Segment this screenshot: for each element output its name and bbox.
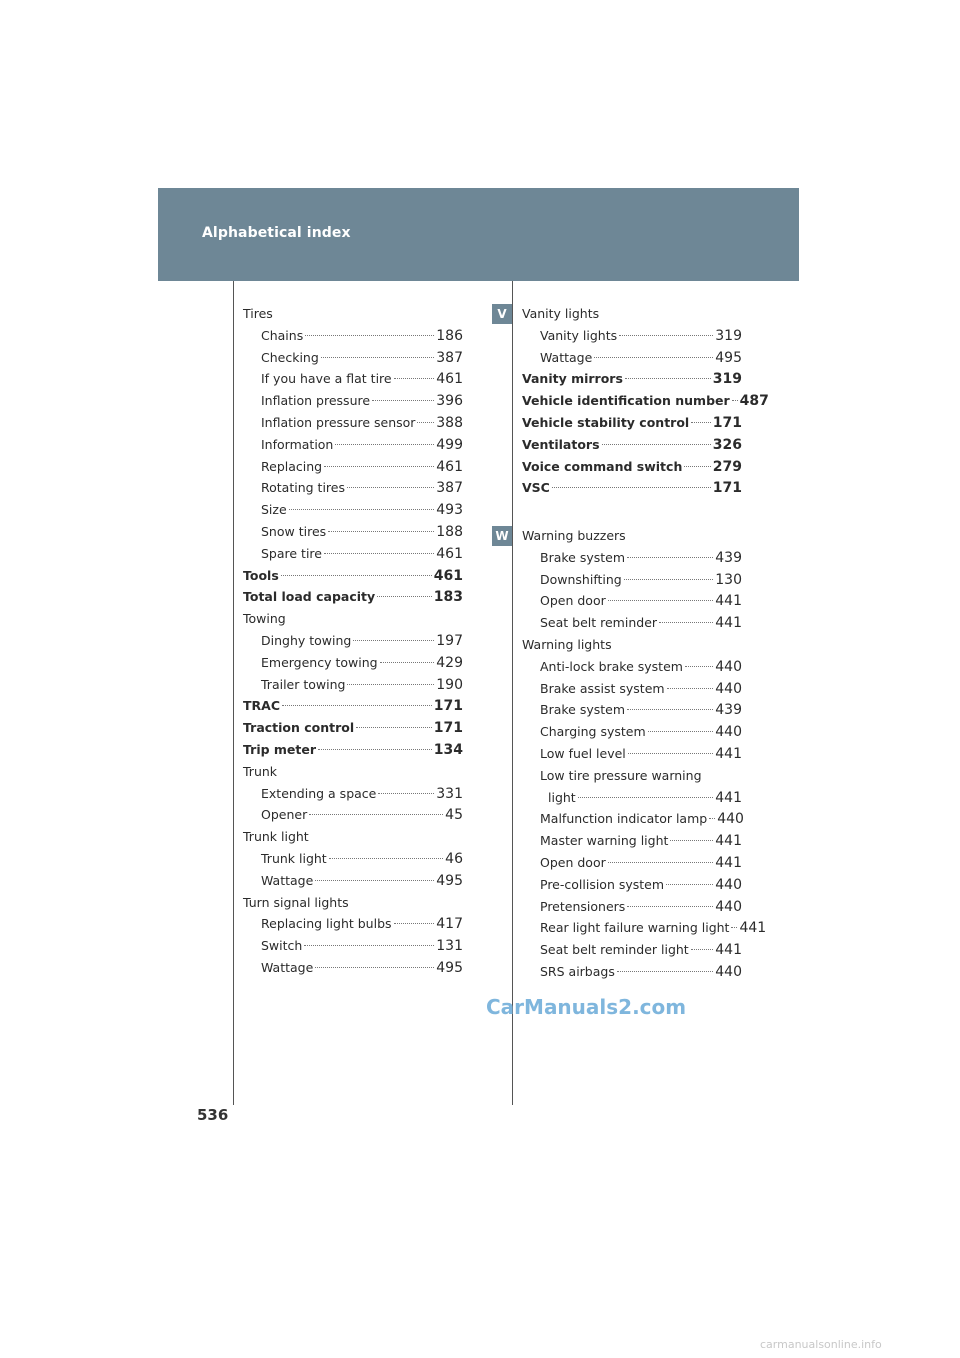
index-entry-label: Size	[261, 502, 287, 518]
leader-dots	[324, 553, 434, 554]
index-entry-page: 319	[712, 371, 742, 388]
index-entry-page: 387	[436, 349, 463, 366]
index-entry-page: 45	[445, 807, 463, 824]
leader-dots	[709, 818, 715, 819]
leader-dots	[627, 906, 713, 907]
index-entry-label: Turn signal lights	[243, 894, 349, 910]
leader-dots	[394, 378, 435, 379]
leader-dots	[378, 793, 434, 794]
index-entry	[243, 456, 463, 478]
leader-dots	[305, 335, 434, 336]
index-entry-label: TRAC	[243, 698, 280, 714]
index-entry-label: Master warning light	[540, 833, 669, 849]
section-letter-w: W	[492, 526, 512, 546]
index-entry	[243, 892, 463, 914]
index-entry-page: 441	[715, 593, 742, 610]
leader-dots	[619, 335, 713, 336]
leader-dots	[602, 444, 711, 445]
index-entry-label: Checking	[261, 349, 319, 365]
index-entry-page: 396	[436, 393, 463, 410]
leader-dots	[627, 557, 713, 558]
index-entry	[522, 525, 742, 547]
index-entry-page: 493	[436, 502, 463, 519]
index-entry	[243, 652, 463, 674]
left-margin-rule	[233, 281, 234, 1105]
index-entry-label: Trunk	[243, 763, 278, 779]
index-entry-label: Vanity lights	[540, 327, 618, 343]
index-entry	[243, 674, 463, 696]
leader-dots	[356, 727, 432, 728]
index-entry	[522, 634, 742, 656]
leader-dots	[281, 575, 432, 576]
index-entry-label: Vanity lights	[522, 306, 600, 321]
index-entry	[243, 935, 463, 957]
leader-dots	[315, 880, 434, 881]
index-entry-label: Vehicle stability control	[522, 414, 690, 430]
column-divider-rule	[512, 281, 513, 1105]
watermark-footer: carmanualsonline.info	[760, 1338, 882, 1351]
index-entry-page: 461	[433, 567, 463, 584]
index-entry-page: 387	[436, 480, 463, 497]
index-entry	[522, 390, 769, 412]
index-entry-label: Opener	[261, 807, 308, 823]
leader-dots	[329, 858, 443, 859]
index-entry-page: 440	[715, 898, 742, 915]
index-entry-page: 441	[715, 854, 742, 871]
index-entry-page: 440	[715, 876, 742, 893]
index-entry	[522, 874, 742, 896]
index-entry-label: SRS airbags	[540, 963, 615, 979]
index-entry-page: 441	[715, 833, 742, 850]
index-entry-page: 499	[436, 436, 463, 453]
index-entry	[522, 612, 742, 634]
index-entry-page: 171	[433, 720, 463, 737]
index-entry-page: 188	[436, 523, 463, 540]
index-entry-page: 183	[433, 589, 463, 606]
index-entry-label: Towing	[243, 611, 286, 627]
leader-dots	[685, 666, 713, 667]
index-entry-label: Inflation pressure sensor	[261, 414, 416, 430]
index-entry-label: Traction control	[243, 720, 355, 736]
index-entry-page: 186	[436, 327, 463, 344]
index-entry	[243, 390, 463, 412]
index-entry-label: Tools	[243, 567, 279, 583]
index-entry	[522, 961, 742, 983]
index-entry-label: Rear light failure warning light	[540, 920, 730, 936]
index-entry-label: Wattage	[261, 872, 314, 888]
leader-dots	[309, 814, 443, 815]
index-entry-page: 440	[715, 680, 742, 697]
index-entry	[243, 565, 463, 587]
index-entry	[243, 717, 463, 739]
index-entry-label: Brake assist system	[540, 680, 665, 696]
leader-dots	[417, 422, 434, 423]
index-entry	[243, 957, 463, 979]
index-entry-page: 439	[715, 549, 742, 566]
index-entry	[243, 521, 463, 543]
leader-dots	[732, 400, 738, 401]
index-entry-label: Information	[261, 436, 334, 452]
index-entry-label: Warning buzzers	[522, 528, 626, 543]
index-entry	[243, 368, 463, 390]
leader-dots	[353, 640, 434, 641]
leader-dots	[667, 688, 714, 689]
index-entry	[243, 347, 463, 369]
index-entry-page: 441	[715, 615, 742, 632]
leader-dots	[315, 967, 434, 968]
index-entry-page: 134	[433, 741, 463, 758]
header-title: Alphabetical index	[202, 225, 351, 241]
index-entry-label: Open door	[540, 854, 606, 870]
index-entry	[522, 456, 742, 478]
index-entry	[243, 325, 463, 347]
leader-dots	[608, 862, 714, 863]
index-entry-page: 461	[436, 458, 463, 475]
index-entry	[522, 477, 742, 499]
index-entry-label: Tires	[243, 306, 273, 321]
index-entry-page: 487	[739, 393, 769, 410]
index-entry-label: Trunk light	[243, 829, 309, 845]
index-entry-label: Charging system	[540, 724, 646, 740]
index-entry-label: Total load capacity	[243, 589, 376, 605]
index-entry	[243, 499, 463, 521]
leader-dots	[321, 357, 434, 358]
index-entry	[522, 590, 742, 612]
leader-dots	[628, 753, 713, 754]
index-entry-page: 495	[715, 349, 742, 366]
index-entry	[243, 477, 463, 499]
index-entry	[522, 830, 742, 852]
index-entry-page: 331	[436, 785, 463, 802]
index-entry-page: 495	[436, 959, 463, 976]
index-entry-label: Downshifting	[540, 571, 622, 587]
index-entry	[522, 721, 742, 743]
index-entry	[522, 917, 767, 939]
leader-dots	[347, 487, 434, 488]
index-entry-label: Low tire pressure warning	[540, 767, 702, 783]
index-entry	[243, 870, 463, 892]
index-entry-page: 429	[436, 654, 463, 671]
index-entry-page: 388	[436, 414, 463, 431]
leader-dots	[347, 684, 434, 685]
index-entry-label: Warning lights	[522, 636, 612, 652]
index-entry	[522, 412, 742, 434]
index-entry	[243, 412, 463, 434]
leader-dots	[282, 705, 432, 706]
index-entry	[243, 586, 463, 608]
leader-dots	[380, 662, 435, 663]
index-entry-page: 130	[715, 571, 742, 588]
index-entry	[522, 765, 742, 787]
index-entry-page: 171	[712, 414, 742, 431]
index-entry-page: 461	[436, 371, 463, 388]
leader-dots	[731, 927, 737, 928]
index-entry	[522, 678, 742, 700]
index-entry	[243, 826, 463, 848]
index-entry-label: Chains	[261, 327, 304, 343]
section-letter-v: V	[492, 304, 512, 324]
index-entry-label: Seat belt reminder	[540, 615, 658, 631]
index-entry	[522, 325, 742, 347]
index-entry-label: Vehicle identification number	[522, 393, 730, 409]
index-entry-page: 441	[715, 789, 742, 806]
leader-dots	[670, 840, 713, 841]
index-entry-label: Inflation pressure	[261, 393, 371, 409]
index-entry-page: 461	[436, 545, 463, 562]
index-entry	[243, 434, 463, 456]
index-entry-label: Emergency towing	[261, 654, 378, 670]
index-entry	[243, 761, 463, 783]
leader-dots	[552, 487, 711, 488]
index-entry-label: Spare tire	[261, 545, 322, 561]
index-section-w	[522, 525, 767, 983]
leader-dots	[328, 531, 434, 532]
index-entry-label: Snow tires	[261, 523, 327, 539]
index-entry	[522, 656, 742, 678]
index-entry-page: 441	[715, 745, 742, 762]
index-entry-label: Seat belt reminder light	[540, 942, 689, 958]
index-entry	[522, 434, 742, 456]
index-entry	[243, 543, 463, 565]
index-entry-label: Pretensioners	[540, 898, 626, 914]
index-entry	[522, 547, 742, 569]
leader-dots	[666, 884, 713, 885]
leader-dots	[627, 709, 713, 710]
index-entry-page: 495	[436, 872, 463, 889]
leader-dots	[394, 923, 435, 924]
index-entry	[522, 896, 742, 918]
leader-dots	[648, 731, 714, 732]
index-entry-label: Trailer towing	[261, 676, 346, 692]
index-entry-label: Anti-lock brake system	[540, 658, 683, 674]
index-entry-label: Low fuel level	[540, 745, 626, 761]
index-entry-label: Pre-collision system	[540, 876, 665, 892]
index-entry	[522, 808, 742, 830]
index-entry-label: Replacing light bulbs	[261, 916, 392, 932]
leader-dots	[617, 971, 713, 972]
index-entry-label: Replacing	[261, 458, 323, 474]
index-entry-page: 279	[712, 458, 742, 475]
index-entry-label: Malfunction indicator lamp	[540, 811, 708, 827]
index-entry-label: Vanity mirrors	[522, 371, 623, 387]
index-entry	[522, 368, 742, 390]
index-entry	[243, 695, 463, 717]
index-entry	[243, 913, 463, 935]
index-entry	[243, 804, 463, 826]
index-entry-label: Dinghy towing	[261, 632, 352, 648]
index-entry-page: 439	[715, 702, 742, 719]
index-entry-page: 417	[436, 916, 463, 933]
index-entry	[522, 569, 742, 591]
index-entry-label: Ventilators	[522, 436, 600, 452]
index-entry-page: 440	[715, 724, 742, 741]
index-entry-page: 441	[715, 942, 742, 959]
index-entry	[243, 630, 463, 652]
index-entry	[522, 787, 742, 809]
index-entry	[522, 303, 742, 325]
index-entry-label: Trunk light	[261, 850, 327, 866]
index-entry	[522, 939, 742, 961]
index-entry-label: Open door	[540, 593, 606, 609]
index-entry	[522, 852, 742, 874]
leader-dots	[684, 466, 710, 467]
index-entry-label: If you have a flat tire	[261, 371, 392, 387]
leader-dots	[691, 949, 714, 950]
leader-dots	[608, 600, 714, 601]
leader-dots	[625, 378, 711, 379]
leader-dots	[335, 444, 434, 445]
index-entry-page: 440	[717, 811, 744, 828]
index-entry-label: Wattage	[540, 349, 593, 365]
index-entry-label: Voice command switch	[522, 458, 683, 474]
leader-dots	[691, 422, 711, 423]
index-entry	[243, 303, 463, 325]
page-header	[158, 188, 799, 281]
index-entry	[522, 347, 742, 369]
index-entry-page: 197	[436, 632, 463, 649]
index-entry-page: 440	[715, 658, 742, 675]
index-entry-label: Extending a space	[261, 785, 377, 801]
leader-dots	[624, 579, 714, 580]
leader-dots	[659, 622, 713, 623]
watermark-center: CarManuals2.com	[486, 995, 687, 1019]
index-column-left	[243, 303, 463, 979]
index-entry-label: VSC	[522, 480, 550, 496]
index-entry-label: Switch	[261, 938, 303, 954]
index-entry-page: 46	[445, 850, 463, 867]
index-entry-page: 171	[433, 698, 463, 715]
index-entry-page: 190	[436, 676, 463, 693]
index-entry-label: Rotating tires	[261, 480, 345, 496]
page-number: 536	[197, 1106, 229, 1124]
index-entry	[522, 743, 742, 765]
leader-dots	[372, 400, 434, 401]
index-entry	[243, 739, 463, 761]
leader-dots	[304, 945, 434, 946]
index-entry-page: 326	[712, 436, 742, 453]
index-entry-page: 440	[715, 963, 742, 980]
leader-dots	[377, 596, 432, 597]
index-entry	[522, 699, 742, 721]
index-entry-label: Wattage	[261, 959, 314, 975]
leader-dots	[318, 749, 432, 750]
index-entry-page: 171	[712, 480, 742, 497]
leader-dots	[324, 466, 434, 467]
index-entry-page: 319	[715, 327, 742, 344]
index-entry-page: 441	[739, 920, 767, 937]
index-entry-label: Brake system	[540, 549, 626, 565]
leader-dots	[578, 797, 714, 798]
index-entry	[243, 608, 463, 630]
leader-dots	[289, 509, 435, 510]
index-entry-page: 131	[436, 938, 463, 955]
index-entry	[243, 848, 463, 870]
index-entry-label: Trip meter	[243, 741, 317, 757]
index-entry	[243, 783, 463, 805]
index-entry-label: light	[548, 789, 576, 805]
index-entry-label: Brake system	[540, 702, 626, 718]
leader-dots	[594, 357, 713, 358]
index-section-v	[522, 303, 769, 499]
